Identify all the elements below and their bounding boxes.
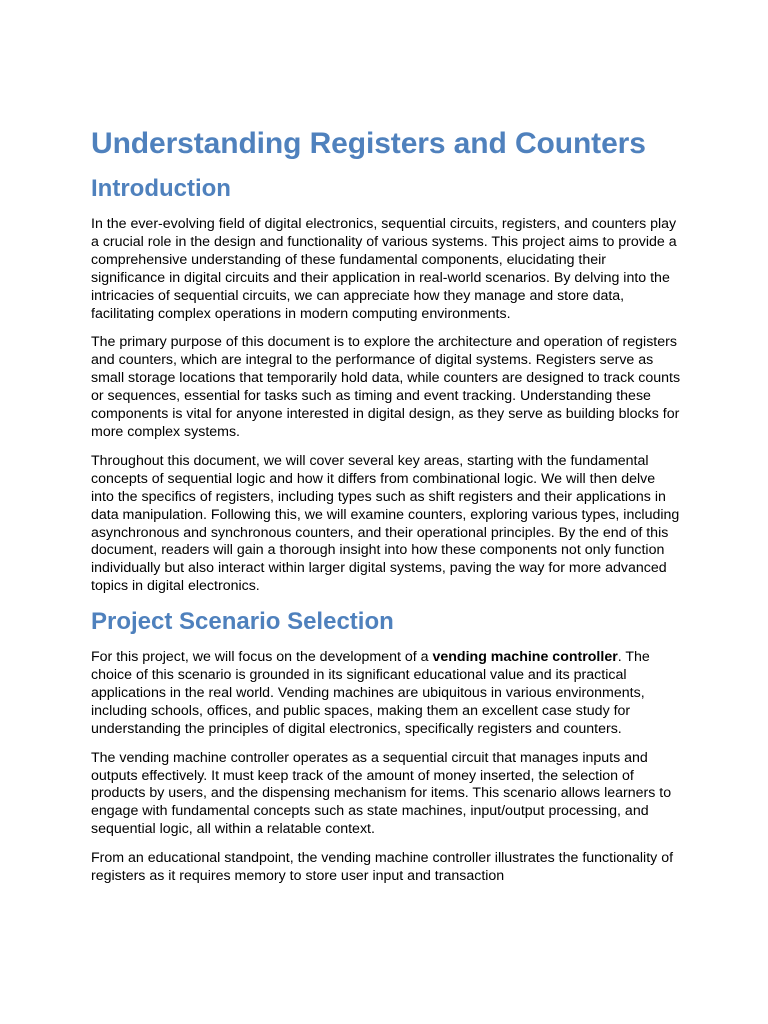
intro-paragraph-2: The primary purpose of this document is to explore the architecture and operation of registers and counters, which are integral to the performance of digital systems. Registers serve as small storage locations that temporarily hold data, while counters are designed to track counts or sequences, essential for tasks such as timing and event tracking. Understanding these components is vital for anyone interested in digital design, as they serve as building blocks for more complex systems. [91, 334, 681, 440]
scenario-p1-bold-term: vending machine controller [432, 649, 618, 666]
section-heading-project-scenario: Project Scenario Selection [91, 608, 394, 636]
document-page [91, 126, 681, 897]
scenario-p1-text-start: For this project, we will focus on the development of a [91, 649, 433, 666]
document-title: Understanding Registers and Counters [91, 127, 646, 160]
section-heading-introduction: Introduction [91, 175, 231, 202]
scenario-paragraph-1 [91, 649, 681, 739]
intro-paragraph-1: In the ever-evolving field of digital electronics, sequential circuits, registers, and counters play a crucial role in the design and functionality of various systems. This project aims to provide a comprehensive understanding of these fundamental components, elucidating their significance in digital circuits and their application in real-world scenarios. By delving into the intricacies of sequential circuits, we can appreciate how they manage and store data, facilitating complex operations in modern computing environments. [91, 216, 677, 322]
scenario-paragraph-2: The vending machine controller operates as a sequential circuit that manages inputs and outputs effectively. It must keep track of the amount of money inserted, the selection of products by users, and the dispensing mechanism for items. This scenario allows learners to engage with fundamental concepts such as state machines, input/output processing, and sequential logic, all within a relatable context. [91, 749, 672, 838]
intro-paragraph-3: Throughout this document, we will cover several key areas, starting with the fundamental concepts of sequential logic and how it differs from combinational logic. We will then delve into the specifics of registers, including types such as shift registers and their applications in data manipulation. Following this, we will examine counters, exploring various types, including asynchronous and synchronous counters, and their operational principles. By the end of this document, readers will gain a thorough insight into how these components not only function individually but also interact within larger digital systems, paving the way for more advanced topics in digital electronics. [91, 452, 680, 595]
scenario-paragraph-3: From an educational standpoint, the vending machine controller illustrates the functionality of registers as it requires memory to store user input and transaction [91, 850, 674, 885]
scenario-p1-text-end: . The choice of this scenario is grounded in its significant educational value and its practical applications in the real world. Vending machines are ubiquitous in various environments, including schools, offices, and public spaces, making them an excellent case study for understanding the principles of digital electronics, specifically registers and counters. [91, 649, 650, 737]
